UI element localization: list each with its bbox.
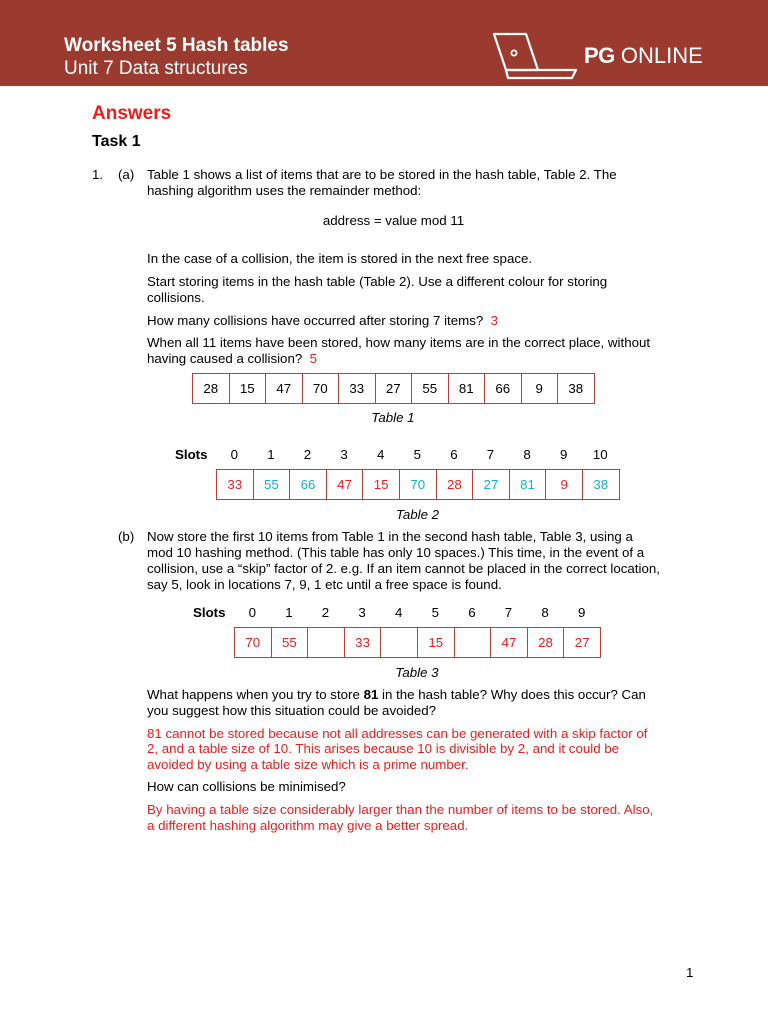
slot-number: 8 xyxy=(541,605,549,620)
question-81-line-1: What happens when you try to store 81 in the hash table? Why does this occur? Can xyxy=(147,687,646,702)
table-cell: 47 xyxy=(326,470,363,500)
slot-number: 2 xyxy=(303,447,312,462)
answer-81-line-3: avoided by using a table size which is a prime number. xyxy=(147,757,469,772)
intro-line-1: Table 1 shows a list of items that are to be stored in the hash table, Table 2. The xyxy=(147,167,617,182)
table-cell: 66 xyxy=(485,374,522,404)
slot-number: 5 xyxy=(431,605,439,620)
collision-note: In the case of a collision, the item is stored in the next free space. xyxy=(147,251,533,266)
header-banner xyxy=(0,0,768,86)
start-line-2: collisions. xyxy=(147,290,205,305)
table-cell: 38 xyxy=(558,374,595,404)
answers-heading: Answers xyxy=(92,103,172,124)
part-a-label: (a) xyxy=(118,167,135,182)
table-cell: 28 xyxy=(527,628,564,658)
table-cell: 28 xyxy=(436,470,473,500)
intro-line-2: hashing algorithm uses the remainder method: xyxy=(147,183,422,198)
table-cell xyxy=(308,628,345,658)
slot-number: 5 xyxy=(413,447,421,462)
table-1-caption: Table 1 xyxy=(371,410,415,425)
table-1 xyxy=(192,373,595,404)
part-b-line-4: say 5, look in locations 7, 9, 1 etc until a free space is found. xyxy=(147,577,502,592)
slot-number: 0 xyxy=(230,447,238,462)
table-cell: 70 xyxy=(235,628,272,658)
table-cell: 81 xyxy=(509,470,546,500)
minimise-question: How can collisions be minimised? xyxy=(147,779,346,794)
table-3-slot-numbers xyxy=(0,605,768,621)
slot-number: 6 xyxy=(468,605,476,620)
answer-81-line-1: 81 cannot be stored because not all addresses can be generated with a skip factor of xyxy=(147,726,648,741)
laptop-logo-icon xyxy=(490,30,580,80)
pg-online-logo-text: PG ONLINE xyxy=(584,43,703,68)
correct-place-line-2: having caused a collision? 5 xyxy=(147,351,318,366)
table-cell: 47 xyxy=(491,628,528,658)
table-cell: 55 xyxy=(412,374,449,404)
table-cell: 38 xyxy=(582,470,619,500)
table-cell: 27 xyxy=(564,628,601,658)
slot-number: 0 xyxy=(248,605,256,620)
table-2-slot-numbers xyxy=(0,447,768,463)
question-81-line-2: you suggest how this situation could be avoided? xyxy=(147,703,437,718)
question-number: 1. xyxy=(92,167,104,182)
slot-number: 4 xyxy=(376,447,385,462)
table-2 xyxy=(216,469,620,500)
table-cell: 33 xyxy=(344,628,381,658)
table-cell: 28 xyxy=(193,374,230,404)
slot-number: 9 xyxy=(559,447,568,462)
slot-number: 7 xyxy=(486,447,495,462)
unit-subtitle: Unit 7 Data structures xyxy=(64,58,248,79)
slots-label: Slots xyxy=(175,447,208,462)
table-cell: 33 xyxy=(339,374,376,404)
correct-place-answer: 5 xyxy=(309,351,318,366)
slot-number: 3 xyxy=(340,447,348,462)
table-cell: 27 xyxy=(375,374,412,404)
slot-number: 6 xyxy=(450,447,458,462)
table-cell: 70 xyxy=(302,374,339,404)
table-3-caption: Table 3 xyxy=(395,665,439,680)
collisions-question: How many collisions have occurred after storing 7 items? 3 xyxy=(147,313,499,328)
table-cell: 9 xyxy=(546,470,583,500)
table-3 xyxy=(234,627,601,658)
part-b-line-2: mod 10 hashing method. (This table has only 10 spaces.) This time, in the event of a xyxy=(147,545,645,560)
part-b-line-1: Now store the first 10 items from Table 1 in the second hash table, Table 3, using a xyxy=(147,529,633,544)
minimise-answer-line-1: By having a table size considerably larger than the number of items to be stored. Also, xyxy=(147,802,654,817)
start-line-1: Start storing items in the hash table (Table 2). Use a different colour for storing xyxy=(147,274,608,289)
table-cell xyxy=(381,628,418,658)
table-cell: 55 xyxy=(253,470,290,500)
slots-label: Slots xyxy=(193,605,226,620)
slot-number: 7 xyxy=(504,605,513,620)
task-heading: Task 1 xyxy=(92,133,141,150)
table-cell: 27 xyxy=(473,470,510,500)
table-cell: 81 xyxy=(448,374,485,404)
slot-number: 2 xyxy=(321,605,330,620)
page-number: 1 xyxy=(686,965,694,980)
minimise-answer-line-2: a different hashing algorithm may give a better spread. xyxy=(147,818,469,833)
slot-number: 4 xyxy=(394,605,403,620)
part-b-label: (b) xyxy=(118,529,135,544)
table-cell: 15 xyxy=(363,470,400,500)
table-cell: 66 xyxy=(290,470,327,500)
slot-number: 3 xyxy=(358,605,366,620)
correct-place-line-1: When all 11 items have been stored, how many items are in the correct place, without xyxy=(147,335,651,350)
part-b-line-3: collision, use a “skip” factor of 2. e.g. If an item cannot be placed in the correct location, xyxy=(147,561,660,576)
table-cell: 70 xyxy=(399,470,436,500)
slot-number: 9 xyxy=(577,605,586,620)
table-cell: 55 xyxy=(271,628,308,658)
collisions-answer: 3 xyxy=(490,313,499,328)
table-cell: 9 xyxy=(521,374,558,404)
table-cell xyxy=(454,628,491,658)
slot-number: 8 xyxy=(523,447,531,462)
slot-number: 1 xyxy=(267,447,275,462)
slot-number: 10 xyxy=(592,447,608,462)
answer-81-line-2: 2, and a table size of 10. This arises because 10 is divisible by 2, and it could be xyxy=(147,741,620,756)
table-cell: 15 xyxy=(229,374,266,404)
worksheet-title: Worksheet 5 Hash tables xyxy=(64,35,289,56)
hash-formula: address = value mod 11 xyxy=(322,213,465,228)
slot-number: 1 xyxy=(285,605,293,620)
table-cell: 33 xyxy=(217,470,254,500)
table-2-caption: Table 2 xyxy=(395,507,440,522)
table-cell: 15 xyxy=(417,628,454,658)
table-cell: 47 xyxy=(266,374,303,404)
